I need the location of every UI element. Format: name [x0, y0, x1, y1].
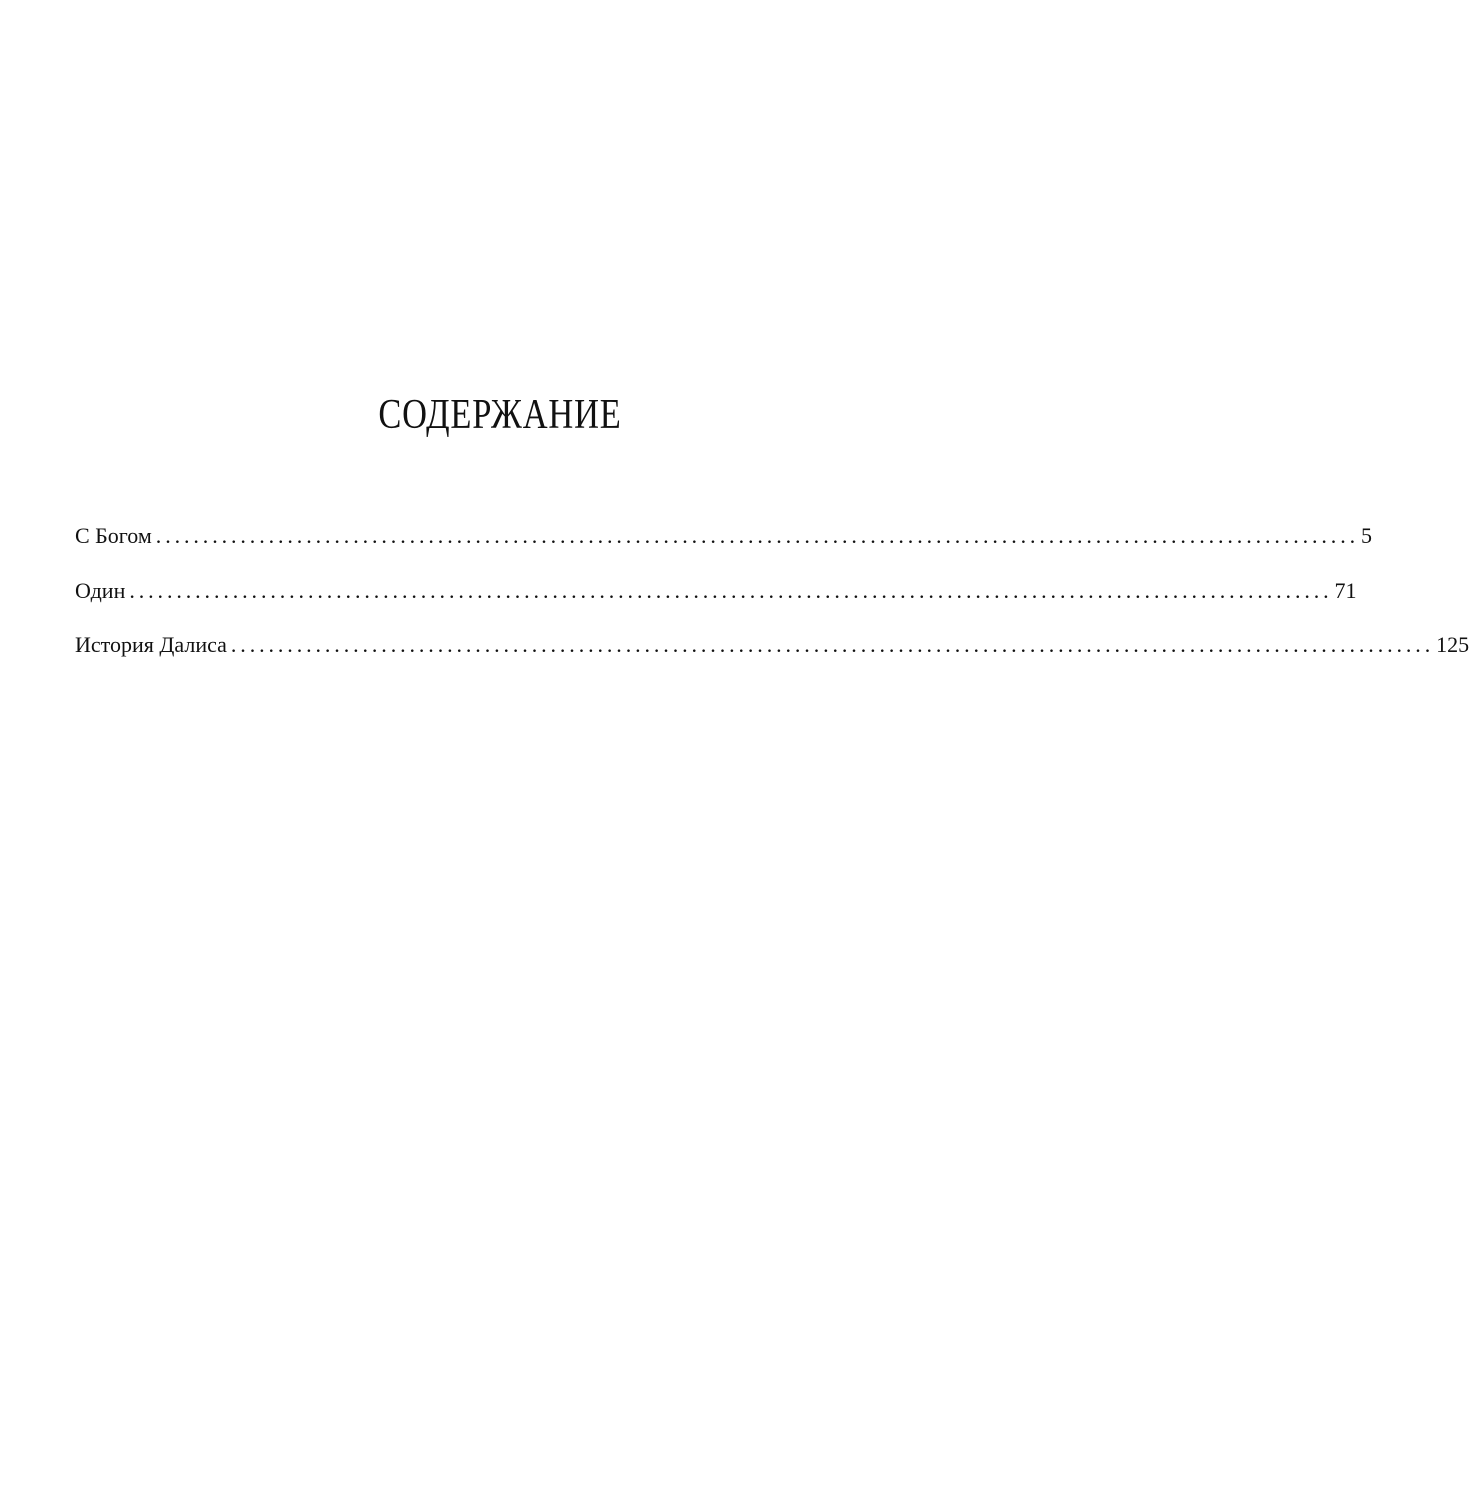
toc-entry-title: С Богом — [75, 523, 152, 548]
toc-page-number: 125 — [1436, 632, 1469, 657]
toc-entry-title: Один — [75, 577, 126, 603]
toc-entry[interactable] — [75, 519, 1372, 574]
page-title: СОДЕРЖАНИЕ — [378, 392, 622, 438]
toc-entry[interactable] — [75, 574, 1357, 629]
dot-leader: ................................................................................................................................ — [129, 577, 1333, 603]
toc-entry[interactable] — [75, 628, 1469, 683]
toc-page-number: 71 — [1334, 577, 1357, 603]
table-of-contents — [75, 519, 1469, 683]
toc-page-number: 5 — [1361, 523, 1372, 548]
dot-leader: ................................................................................................................................ — [230, 632, 1435, 657]
dot-leader: ................................................................................................................................ — [155, 523, 1359, 548]
toc-entry-title: История Далиса — [75, 632, 227, 657]
